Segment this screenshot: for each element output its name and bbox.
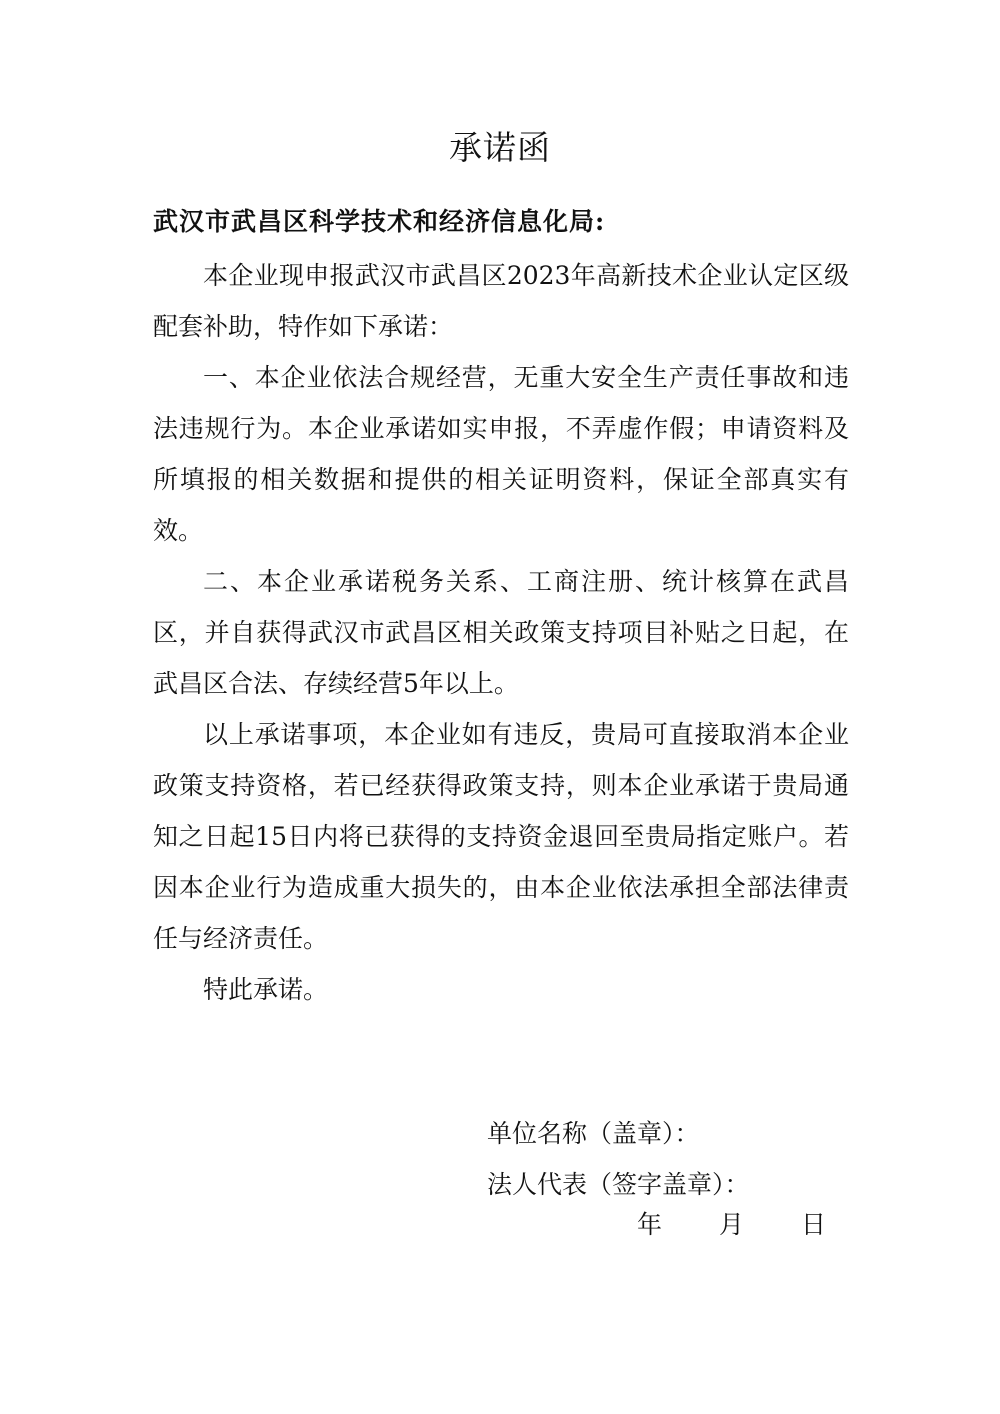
paragraph-commitment-2: 二、本企业承诺税务关系、工商注册、统计核算在武昌区，并自获得武汉市武昌区相关政策支持项目补贴之日起，在武昌区合法、存续经营5年以上。 [153, 567, 849, 698]
date-month: 月 [719, 1210, 745, 1239]
paragraph-commitment-1: 一、本企业依法合规经营，无重大安全生产责任事故和违法违规行为。本企业承诺如实申报，不弄虚作假；申请资料及所填报的相关数据和提供的相关证明资料，保证全部真实有效。 [153, 363, 849, 545]
page-title: 承诺函 [449, 128, 551, 167]
paragraph-breach-terms: 以上承诺事项，本企业如有违反，贵局可直接取消本企业政策支持资格，若已经获得政策支持，则本企业承诺于贵局通知之日起15日内将已获得的支持资金退回至贵局指定账户。若因本企业行为造成重大损失的，由本企业依法承担全部法律责任与经济责任。 [153, 720, 849, 953]
paragraph-closing: 特此承诺。 [203, 975, 329, 1004]
date-day: 日 [801, 1210, 827, 1239]
letter-body [153, 250, 849, 1015]
date-line [637, 1205, 826, 1241]
company-name-label: 单位名称（盖章）： [487, 1119, 700, 1148]
paragraph-intro: 本企业现申报武汉市武昌区2023年高新技术企业认定区级配套补助，特作如下承诺： [153, 261, 849, 341]
legal-representative-label: 法人代表（签字盖章）： [487, 1170, 750, 1199]
addressee: 武汉市武昌区科学技术和经济信息化局: [153, 207, 606, 236]
signature-block [487, 1108, 750, 1210]
date-year: 年 [637, 1210, 663, 1239]
